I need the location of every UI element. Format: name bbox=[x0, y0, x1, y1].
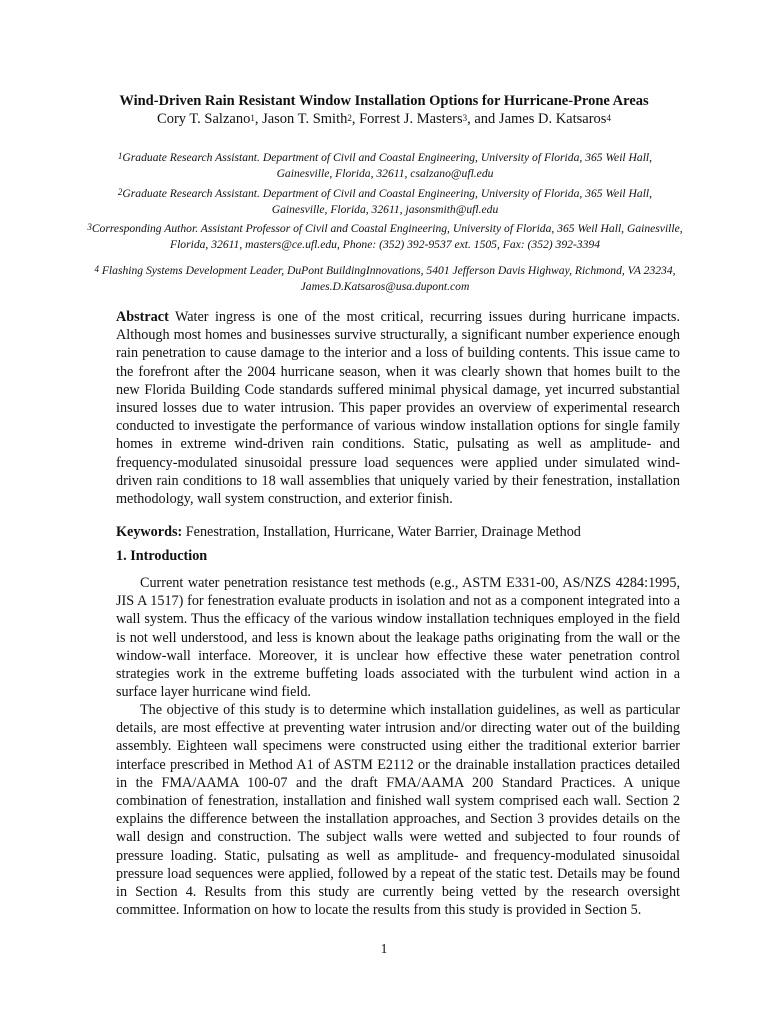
author-name: Forrest J. Masters bbox=[359, 111, 463, 127]
section-heading: 1. Introduction bbox=[116, 548, 208, 564]
affiliation-4 bbox=[90, 263, 680, 294]
author-name: Cory T. Salzano bbox=[157, 111, 251, 127]
author-sup: 3 bbox=[462, 113, 468, 123]
affiliation-text: Graduate Research Assistant. Department of Civil and Coastal Engineering, University of Florida, 365 Weil Hall, Gainesville, Florida, 32611, csalzano@ufl.edu bbox=[122, 151, 653, 180]
author-separator: , bbox=[351, 111, 360, 127]
affiliation-sup: 4 bbox=[94, 264, 99, 274]
affiliation-text: Graduate Research Assistant. Department of Civil and Coastal Engineering, University of Florida, 365 Weil Hall, Gainesville, Florida, 32611, jasonsmith@ufl.edu bbox=[122, 187, 653, 216]
intro-paragraph-2-text: The objective of this study is to determine which installation guidelines, as well as particular details, are most effective at preventing water intrusion and/or directing water out of the building assembly. Eighteen wall specimens were constructed using either the traditional exterior barrier interface prescribed in Method A1 of ASTM E2112 or the drainable installation practices detailed in the FMA/AAMA 100-07 and the draft FMA/AAMA 200 Standard Practices. A unique combination of fenestration, installation and finished wall system comprised each wall. Section 2 explains the difference between the installation approaches, and Section 3 provides details on the wall design and construction. The subject walls were wetted and subjected to four rounds of pressure loading. Static, pulsating as well as amplitude- and frequency-modulated sinusoidal pressure load sequences were applied, followed by a repeat of the static test. Details may be found in Section 4. Results from this study are currently being vetted by the research oversight committee. Information on how to locate the results from this study is provided in Section 5. bbox=[116, 702, 680, 919]
author-separator: , bbox=[254, 111, 263, 127]
affiliation-1 bbox=[90, 150, 680, 181]
affiliation-sup: 1 bbox=[117, 151, 123, 161]
affiliation-text: Corresponding Author. Assistant Professor of Civil and Coastal Engineering, University of Florida, 365 Weil Hall, Gainesville, Florida, 32611, masters@ce.ufl.edu, Phone: (352) 392-9537 ext. 1505, Fax: (352) 392-3394 bbox=[91, 222, 683, 251]
author-sup: 4 bbox=[606, 113, 611, 123]
abstract bbox=[116, 308, 680, 508]
author-separator: , and bbox=[467, 111, 499, 127]
paper-title: Wind-Driven Rain Resistant Window Installation Options for Hurricane-Prone Areas bbox=[119, 93, 649, 109]
keywords-label: Keywords: bbox=[116, 524, 183, 540]
affiliation-text: Flashing Systems Development Leader, DuPont BuildingInnovations, 5401 Jefferson Davis Highway, Richmond, VA 23234, James.D.Katsaros@usa.dupont.com bbox=[101, 264, 676, 293]
affiliation-sup: 2 bbox=[117, 187, 123, 197]
affiliation-sup: 3 bbox=[87, 222, 92, 232]
affiliation-2 bbox=[90, 186, 680, 217]
intro-paragraph-2 bbox=[116, 701, 680, 919]
author-list bbox=[0, 110, 768, 128]
keywords bbox=[116, 523, 680, 541]
author-name: James D. Katsaros bbox=[498, 111, 607, 127]
affiliation-3 bbox=[84, 221, 686, 252]
author-sup: 1 bbox=[250, 113, 255, 123]
abstract-text: Water ingress is one of the most critical, recurring issues during hurricane impacts. Although most homes and businesses survive structurally, a significant number experience enough rain penetration to cause damage to the interior and a loss of building contents. This issue came to the forefront after the 2004 hurricane season, when it was clearly shown that homes built to the new Florida Building Code standards suffered minimal physical damage, yet incurred substantial insured losses due to water intrusion. This paper provides an overview of experimental research conducted to investigate the performance of various window installation options for single family homes in extreme wind-driven rain conditions. Static, pulsating as well as amplitude- and frequency-modulated sinusoidal pressure load sequences were applied under simulated wind-driven rain conditions to 18 wall assemblies that uniquely varied by their fenestration, installation methodology, wall system construction, and exterior finish. bbox=[116, 309, 680, 508]
keywords-text: Fenestration, Installation, Hurricane, Water Barrier, Drainage Method bbox=[185, 524, 581, 540]
author-sup: 2 bbox=[347, 113, 352, 123]
page-number: 1 bbox=[380, 941, 388, 956]
abstract-label: Abstract bbox=[116, 309, 169, 325]
intro-paragraph-1: Current water penetration resistance test methods (e.g., ASTM E331-00, AS/NZS 4284:1995, JIS A 1517) for fenestration evaluate products in isolation and not as a component integrated into a wall system. Thus the efficacy of the various window installation techniques employed in the field is not well understood, and less is known about the leakage paths originating from the wall or the window-wall interface. Moreover, it is unclear how effective these water penetration control strategies work in the extreme buffeting loads associated with the turbulent wind action in a surface layer hurricane wind field. bbox=[116, 575, 680, 701]
author-name: Jason T. Smith bbox=[262, 111, 348, 127]
